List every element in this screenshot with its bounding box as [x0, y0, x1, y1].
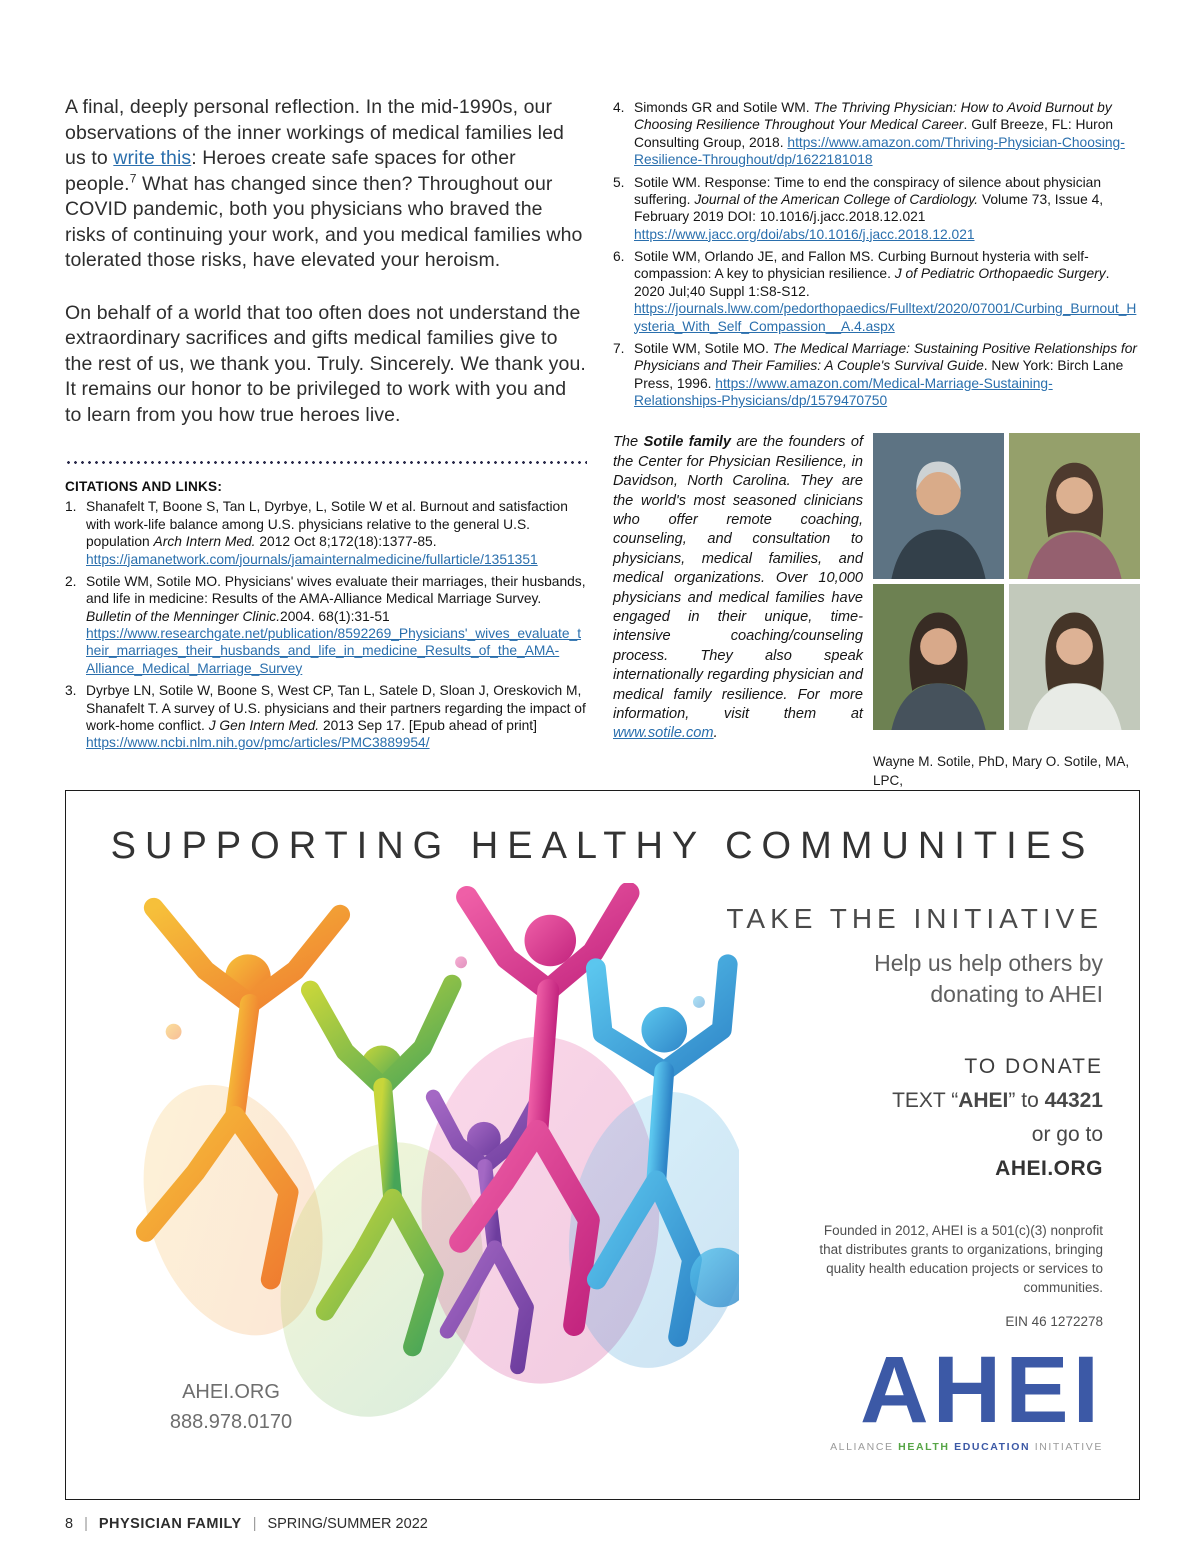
text-segment: Simonds GR and Sotile WM.: [634, 100, 814, 115]
logo-word: INITIATIVE: [1034, 1441, 1103, 1454]
text-segment: 7: [129, 171, 137, 186]
text-segment: Shanafelt T, Boone S, Tan L, Dyrbye, L, Sotile W et al. Burnout and satisfaction with work-life balance among U.S. physicians relative to the general U.S. population: [86, 499, 568, 550]
dotted-divider: [65, 460, 587, 465]
ahei-logo-text: AHEI: [860, 1336, 1103, 1443]
citation-item: [613, 340, 1140, 410]
text-segment: ” to: [1008, 1089, 1045, 1113]
portrait-wayne-sotile: [873, 433, 1004, 579]
portrait-mary-sotile: [1009, 433, 1140, 579]
to-donate-label: TO DONATE: [964, 1055, 1103, 1079]
text-segment: Sotile family: [643, 434, 731, 451]
inline-link[interactable]: https://www.ncbi.nlm.nih.gov/pmc/articles/PMC3889954/: [86, 735, 430, 751]
text-segment: . 2020 Jul;40 Suppl 1:S8-S12.: [634, 266, 1110, 299]
text-segment: Journal of the American College of Cardiology.: [694, 191, 979, 207]
portrait-julia-sotile-orlando: [873, 584, 1004, 730]
text-segment: Sotile WM, Orlando JE, and Fallon MS. Curbing Burnout hysteria with self-compassion: A key to physician resilience.: [634, 249, 1089, 282]
citations-list-right: [613, 99, 1140, 409]
inline-link[interactable]: https://www.amazon.com/Thriving-Physician-Choosing-Resilience-Throughout/dp/1622181018: [634, 134, 1125, 168]
citation-number: 5.: [613, 174, 625, 190]
portrait-rebecca-sotile-fallon: [1009, 584, 1140, 730]
footer-separator: |: [84, 1516, 88, 1532]
right-column: [613, 95, 1140, 827]
inline-link[interactable]: https://journals.lww.com/pedorthopaedics/Fulltext/2020/07001/Curbing_Burnout_Hysteria_With_Self_Compassion__A.4.aspx: [634, 301, 1137, 334]
citation-number: 7.: [613, 340, 625, 356]
ad-help-text: Help us help others by donating to AHEI: [874, 950, 1103, 1008]
watercolor-jumping-figures: [84, 883, 739, 1448]
text-segment: Sotile WM, Sotile MO.: [634, 340, 773, 356]
citation-number: 4.: [613, 100, 625, 115]
ad-right-column: [663, 903, 1103, 1453]
or-go-to-label: or go to: [1031, 1123, 1103, 1147]
logo-word: HEALTH: [898, 1441, 950, 1454]
inline-link[interactable]: www.sotile.com: [613, 725, 714, 742]
ad-tagline: TAKE THE INITIATIVE: [726, 903, 1103, 934]
ad-contact-phone: 888.978.0170: [169, 1411, 293, 1433]
article-paragraph-1: [65, 95, 587, 274]
text-segment: 2004. 68(1):31-51: [280, 608, 390, 624]
left-column: [65, 95, 587, 827]
text-segment: : Heroes create safe spaces for other people.: [65, 147, 516, 195]
bio-section: [613, 433, 1140, 744]
text-segment: The Medical Marriage: Sustaining Positive Relationships for Physicians and Their Families: A Couple's Survival Guide: [634, 340, 1138, 374]
text-segment: 2013 Sep 17. [Epub ahead of print]: [319, 717, 537, 733]
magazine-name: PHYSICIAN FAMILY: [98, 1516, 242, 1532]
ahei-org-link[interactable]: AHEI.ORG: [995, 1157, 1103, 1181]
citation-number: 1.: [65, 499, 77, 515]
text-segment: 44321: [1044, 1089, 1103, 1113]
inline-link[interactable]: https://www.amazon.com/Medical-Marriage-Sustaining-Relationships-Physicians/dp/1579470750: [634, 375, 1053, 408]
text-segment: J Gen Intern Med.: [208, 717, 320, 733]
page-footer: [65, 1516, 428, 1532]
text-segment: A final, deeply personal reflection. In the mid-1990s, our observations of the inner workings of medical families led us to: [65, 96, 564, 170]
text-segment: Volume 73, Issue 4, February 2019 DOI: 10.1016/j.jacc.2018.12.021: [634, 191, 1104, 225]
logo-word: EDUCATION: [954, 1441, 1031, 1454]
footer-separator: |: [252, 1516, 257, 1532]
text-segment: Arch Intern Med.: [153, 534, 256, 550]
inline-link[interactable]: write this: [113, 147, 192, 170]
ad-headline: SUPPORTING HEALTHY COMMUNITIES: [110, 825, 1095, 867]
inline-link[interactable]: https://www.jacc.org/doi/abs/10.1016/j.jacc.2018.12.021: [634, 226, 975, 242]
citation-number: 2.: [65, 573, 77, 589]
citation-number: 3.: [65, 683, 77, 699]
citation-item: [613, 174, 1140, 244]
ad-contact-block: [121, 1377, 341, 1437]
ad-donate-block: [663, 1050, 1103, 1186]
text-segment: TEXT “: [892, 1089, 959, 1113]
ad-founded-text: Founded in 2012, AHEI is a 501(c)(3) nonprofit that distributes grants to organizations, bringing quality health education projects or services to communities.: [819, 1223, 1103, 1295]
issue-name: SPRING/SUMMER 2022: [267, 1516, 428, 1532]
text-segment: 2012 Oct 8;172(18):1377-85.: [255, 534, 437, 550]
top-content: [65, 95, 1140, 827]
citation-item: [65, 498, 587, 568]
inline-link[interactable]: https://www.researchgate.net/publication/8592269_Physicians'_wives_evaluate_their_marriages_their_husbands_and_life_in_medicine_Results_of_the_AMA-Alliance_Medical_Marriage_Survey: [86, 626, 582, 676]
ahei-advertisement: [65, 790, 1140, 1500]
citation-item: [65, 682, 587, 752]
citation-item: [613, 248, 1140, 335]
text-segment: J of Pediatric Orthopaedic Surgery: [894, 266, 1106, 282]
text-segment: Sotile WM, Sotile MO. Physicians' wives evaluate their marriages, their husbands, and life in medicine: Results of the AMA-Alliance Medical Marriage Survey.: [86, 573, 586, 607]
text-segment: What has changed since then? Throughout our COVID pandemic, both you physicians who braved the risks of continuing your work, and you medical families who tolerated those risks, have elevated your heroism.: [65, 172, 583, 272]
text-to-donate-line: [663, 1084, 1103, 1118]
citation-number: 6.: [613, 249, 625, 264]
logo-word: ALLIANCE: [830, 1441, 894, 1454]
ahei-logo-subtitle: [663, 1441, 1103, 1453]
article-paragraph-2: On behalf of a world that too often does not understand the extraordinary sacrifices and gifts medical families give to the rest of us, we thank you. Truly. Sincerely. We thank you. It remains our honor to be privileged to work with you and to learn from you how true heroes live.: [65, 301, 586, 426]
text-segment: Dyrbye LN, Sotile W, Boone S, West CP, Tan L, Satele D, Sloan J, Oreskovich M, Shanafelt T. A survey of U.S. physicians and their partners regarding the impact of work-home conflict.: [86, 683, 586, 733]
text-segment: The Thriving Physician: How to Avoid Burnout by Choosing Resilience Throughout Your Medical Career: [634, 100, 1112, 133]
page-number: 8: [65, 1516, 74, 1532]
text-segment: Sotile WM. Response: Time to end the conspiracy of silence about physician suffering.: [634, 174, 1102, 207]
text-segment: .: [713, 725, 718, 742]
citation-item: [65, 573, 587, 677]
citations-heading: CITATIONS AND LINKS:: [65, 479, 223, 495]
ad-ein: EIN 46 1272278: [1005, 1313, 1103, 1329]
text-segment: . Gulf Breeze, FL: Huron Consulting Group, 2018.: [634, 117, 1114, 150]
citations-list-left: [65, 498, 587, 751]
caption-line: Wayne M. Sotile, PhD, Mary O. Sotile, MA, LPC,: [873, 753, 1130, 788]
text-segment: AHEI: [958, 1089, 1009, 1113]
citation-item: [613, 99, 1140, 169]
family-photo-grid: [873, 433, 1140, 744]
article-body: [65, 95, 587, 428]
ahei-logo: [663, 1336, 1103, 1454]
text-segment: are the founders of the Center for Physician Resilience, in Davidson, North Carolina. They are the world's most seasoned clinicians who offer remote coaching, counseling, and consultation to physicians, medical families, and medical organizations. Over 10,000 physicians and medical families have engaged in their unique, time-intensive coaching/counseling process. They also speak internationally regarding physician and medical family resilience. For more information, visit them at: [613, 434, 864, 723]
text-segment: Bulletin of the Menninger Clinic.: [86, 608, 281, 624]
ad-contact-site: AHEI.ORG: [182, 1381, 280, 1403]
bio-text: [613, 433, 863, 744]
text-segment: The: [613, 434, 644, 451]
inline-link[interactable]: https://jamanetwork.com/journals/jamainternalmedicine/fullarticle/1351351: [86, 551, 538, 567]
text-segment: . New York: Birch Lane Press, 1996.: [634, 358, 1124, 391]
